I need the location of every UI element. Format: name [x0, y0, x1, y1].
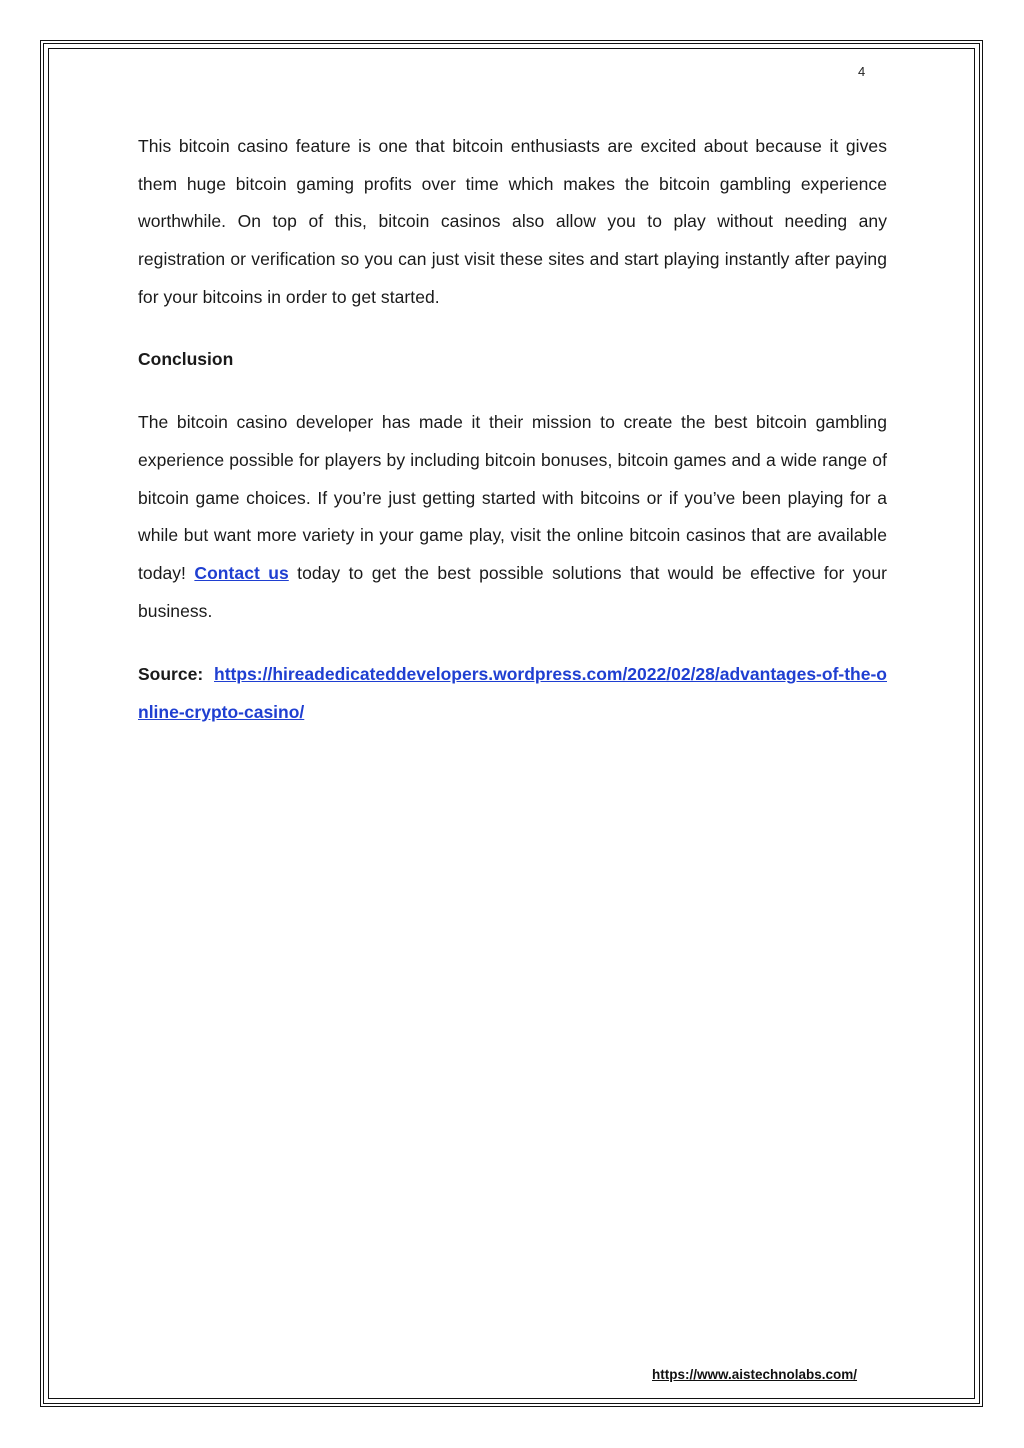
conclusion-heading: Conclusion — [138, 348, 234, 369]
conclusion-text-start: The bitcoin casino developer has made it their mission to create the best bitcoin gambling experience possible for players by including bitcoin bonuses, bitcoin games and a wide range of bitcoin game choices. If you’re just getting started with bitcoins or if you’ve been playing for a while but want more variety in your game play, visit the online bitcoin casinos that are available today! — [138, 412, 887, 584]
footer-website-link[interactable]: https://www.aistechnolabs.com/ — [652, 1367, 858, 1382]
conclusion-paragraph — [138, 404, 887, 630]
conclusion-text-end: today to get the best possible solutions that would be effective for your business. — [138, 563, 887, 621]
document-body — [138, 128, 887, 732]
source-link[interactable]: https://hireadedicateddevelopers.wordpress.com/2022/02/28/advantages-of-the-online-crypto-casino/ — [138, 664, 887, 723]
intro-paragraph: This bitcoin casino feature is one that bitcoin enthusiasts are excited about because it gives them huge bitcoin gaming profits over time which makes the bitcoin gambling experience worthwhile. On top of this, bitcoin casinos also allow you to play without needing any registration or verification so you can just visit these sites and start playing instantly after paying for your bitcoins in order to get started. — [138, 136, 887, 307]
source-label: Source: — [138, 664, 204, 685]
page-number: 4 — [858, 64, 866, 79]
contact-us-link[interactable]: Contact us — [194, 563, 289, 584]
source-line — [138, 656, 887, 731]
